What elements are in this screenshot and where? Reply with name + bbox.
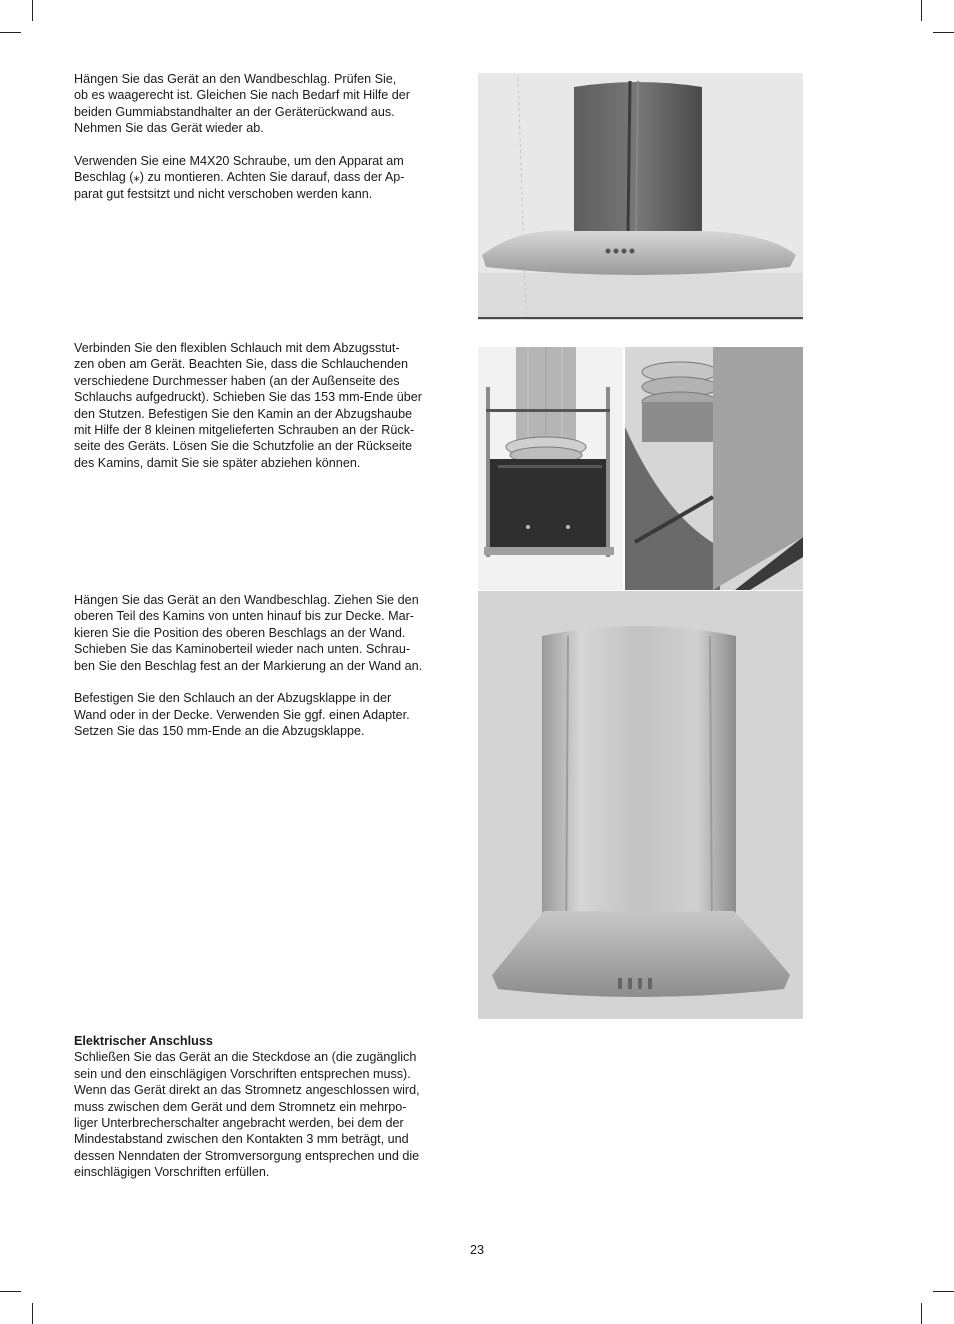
hose-connection-photo (478, 347, 623, 590)
crop-mark (933, 32, 954, 33)
complete-hood-photo (478, 591, 803, 1019)
hood-on-wall-photo (478, 73, 803, 320)
crop-mark (933, 1291, 954, 1292)
range-hood-illustration (478, 73, 803, 320)
crop-mark (0, 1291, 21, 1292)
electrical-connection-section (74, 1033, 459, 1181)
instruction-block-2 (74, 340, 459, 471)
hose-and-chimney-illustration (478, 347, 623, 590)
crop-mark (921, 1303, 922, 1324)
paragraph: Verbinden Sie den flexiblen Schlauch mit dem Abzugsstut- zen oben am Gerät. Beachten Sie, dass die Schlauchenden verschiedene Durchmesser haben (an der Außenseite des Schlauchs aufgedruckt). Schieben Sie das 153 mm-Ende über den Stutzen. Befestigen Sie den Kamin an der Abzugshaube mit Hilfe der 8 kleinen mitgelieferten Schrauben an der Rück- seite des Geräts. Lösen Sie die Schutzfolie an der Rückseite des Kamins, damit Sie sie später abziehen können. (74, 341, 422, 470)
paragraph: Hängen Sie das Gerät an den Wandbeschlag. Prüfen Sie, ob es waagerecht ist. Gleichen Sie nach Bedarf mit Hilfe der beiden Gummiabstandhalter an der Geräterückwand aus. Nehmen Sie das Gerät wieder ab. (74, 72, 411, 136)
chimney-screwing-illustration (625, 347, 803, 590)
paragraph: Befestigen Sie den Schlauch an der Abzugsklappe in der Wand oder in der Decke. Verwenden Sie ggf. einen Adapter. Setzen Sie das 150 mm-Ende an die Abzugsklappe. (74, 691, 410, 739)
crop-mark (0, 32, 21, 33)
crop-mark (32, 0, 33, 21)
paragraph: Hängen Sie das Gerät an den Wandbeschlag. Ziehen Sie den oberen Teil des Kamins von unten hinauf bis zur Decke. Mar- kieren Sie die Position des oberen Beschlags an der Wand. Schieben Sie das Kaminoberteil wieder nach unten. Schrau- ben Sie den Beschlag fest an der Markierung an der Wand an. (74, 593, 423, 673)
screw-fastening-photo (625, 347, 803, 590)
crop-mark (32, 1303, 33, 1324)
page-number: 23 (469, 1243, 484, 1257)
crop-mark (921, 0, 922, 21)
instruction-block-3 (74, 592, 459, 740)
assembled-range-hood-illustration (478, 591, 803, 1019)
section-heading: Elektrischer Anschluss (74, 1034, 213, 1048)
paragraph: Verwenden Sie eine M4X20 Schraube, um den Apparat am Beschlag (⁎) zu montieren. Achten Sie darauf, dass der Ap- parat gut festsitzt und nicht verschoben werden kann. (74, 154, 405, 201)
instruction-block-1 (74, 71, 459, 202)
paragraph: Schließen Sie das Gerät an die Steckdose an (die zugänglich sein und den einschlägigen Vorschriften entsprechen muss). Wenn das Gerät direkt an das Stromnetz angeschlossen wird, muss zwischen dem Gerät und dem Stromnetz ein mehrpo- liger Unterbrecherschalter angebracht werden, bei dem der Mindestabstand zwischen den Kontakten 3 mm beträgt, und dessen Nenndaten der Stromversorgung entsprechen und die einschlägigen Vorschriften erfüllen. (74, 1050, 420, 1180)
